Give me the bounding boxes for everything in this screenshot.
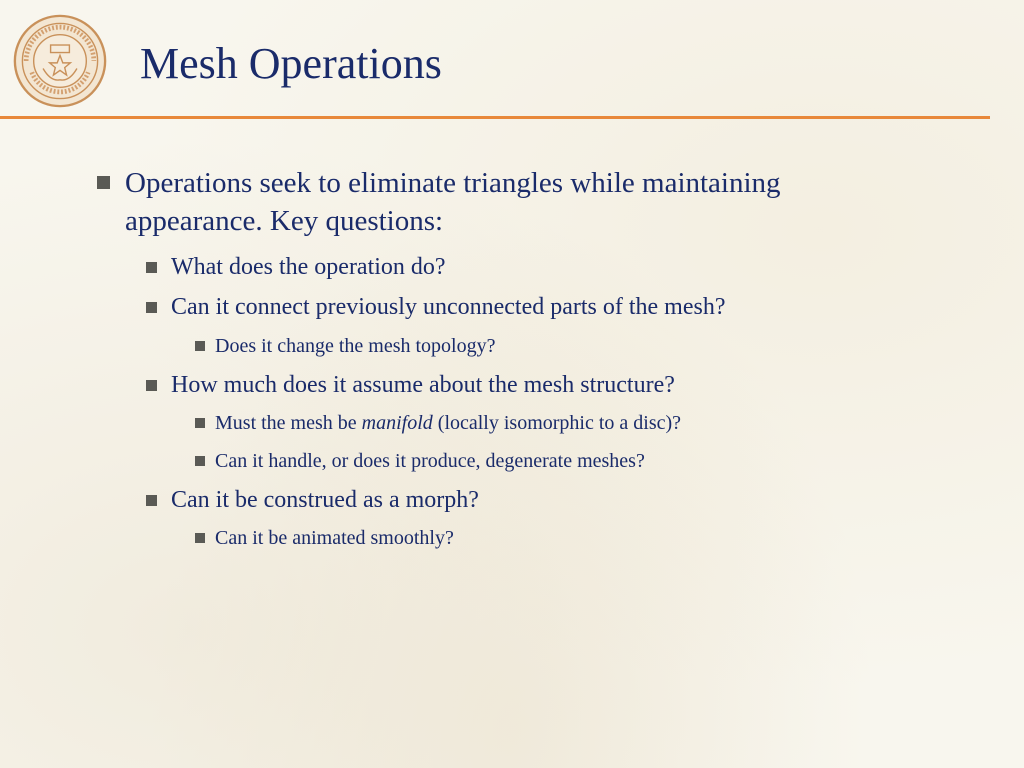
title-divider	[0, 116, 990, 119]
manifold-term: manifold	[361, 412, 433, 434]
bullet-text-part: Must the mesh be	[215, 412, 362, 434]
bullet-marker	[146, 302, 157, 313]
bullet-level3-text: Does it change the mesh topology?	[215, 335, 496, 357]
bullet-marker	[195, 456, 205, 466]
bullet-marker	[146, 262, 157, 273]
bullet-level3-text: Can it be animated smoothly?	[215, 527, 454, 549]
bullet-marker	[146, 495, 157, 506]
bullet-marker	[195, 341, 205, 351]
bullet-level1-text: Operations seek to eliminate triangles while maintaining appearance. Key questions:	[125, 167, 781, 237]
bullet-level2-text: How much does it assume about the mesh structure?	[171, 372, 675, 398]
university-seal-icon	[13, 14, 107, 108]
bullet-marker	[195, 533, 205, 543]
bullet-marker	[146, 380, 157, 391]
bullet-level2-text: Can it be construed as a morph?	[171, 487, 479, 513]
bullet-level3-text	[215, 410, 681, 436]
bullet-level3-text: Can it handle, or does it produce, degenerate meshes?	[215, 450, 645, 472]
slide-title: Mesh Operations	[140, 39, 442, 88]
bullet-marker	[195, 418, 205, 428]
bullet-text-part: (locally isomorphic to a disc)?	[432, 412, 682, 434]
bullet-level2-text: Can it connect previously unconnected parts of the mesh?	[171, 294, 726, 320]
bullet-level2-text: What does the operation do?	[171, 254, 446, 280]
bullet-marker	[97, 176, 110, 189]
